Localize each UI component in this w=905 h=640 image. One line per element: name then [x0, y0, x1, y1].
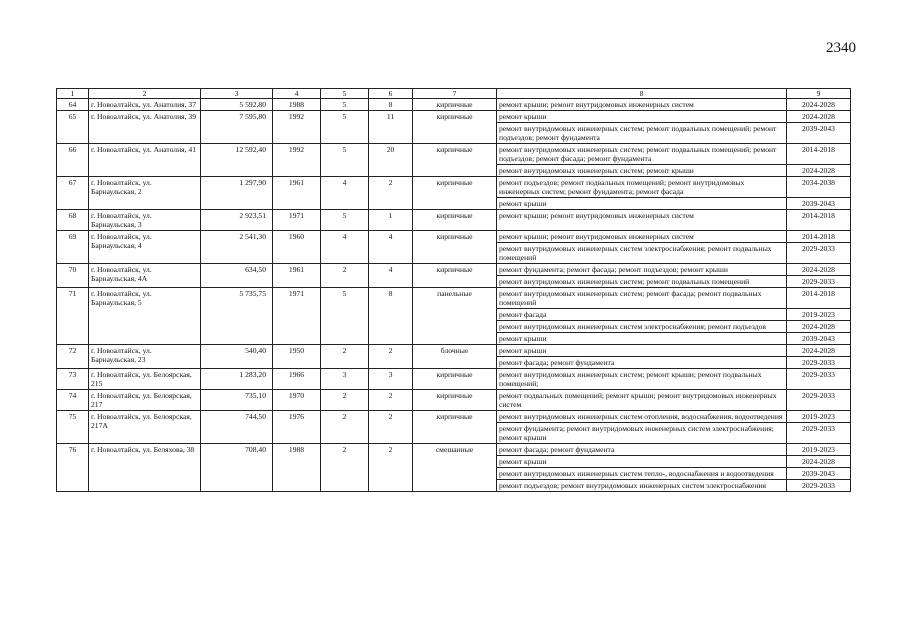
period-cell: 2029-2033 [787, 357, 851, 369]
table-row [57, 99, 851, 111]
wall-material-cell: кирпичные [413, 369, 497, 390]
address-cell: г. Новоалтайск, ул. Анатолия, 39 [89, 111, 201, 144]
year-cell: 1966 [273, 369, 321, 390]
entrances-cell: 2 [369, 390, 413, 411]
table-row [57, 411, 851, 423]
table-row [57, 444, 851, 456]
entrances-cell: 4 [369, 264, 413, 288]
area-cell: 540,40 [201, 345, 273, 369]
year-cell: 1960 [273, 231, 321, 264]
entrances-cell: 2 [369, 444, 413, 492]
period-cell: 2024-2028 [787, 165, 851, 177]
period-cell: 2039-2043 [787, 198, 851, 210]
row-number: 68 [57, 210, 89, 231]
year-cell: 1976 [273, 411, 321, 444]
entrances-cell: 3 [369, 369, 413, 390]
address-cell: г. Новоалтайск, ул. Барнаульская, 23 [89, 345, 201, 369]
work-type-cell: ремонт подвальных помещений; ремонт крыши; ремонт внутридомовых инженерных систем [497, 390, 787, 411]
work-type-cell: ремонт крыши; ремонт внутридомовых инженерных систем [497, 231, 787, 243]
period-cell: 2029-2033 [787, 423, 851, 444]
period-cell: 2039-2043 [787, 123, 851, 144]
work-type-cell: ремонт фундамента; ремонт внутридомовых инженерных систем электроснабжения; ремонт крыши [497, 423, 787, 444]
row-number: 65 [57, 111, 89, 144]
wall-material-cell: кирпичные [413, 111, 497, 144]
work-type-cell: ремонт крыши [497, 345, 787, 357]
period-cell: 2039-2043 [787, 333, 851, 345]
year-cell: 1971 [273, 210, 321, 231]
area-cell: 1 283,20 [201, 369, 273, 390]
work-type-cell: ремонт крыши [497, 333, 787, 345]
work-type-cell: ремонт внутридомовых инженерных систем; ремонт крыши [497, 165, 787, 177]
work-type-cell: ремонт фасада; ремонт фундамента [497, 357, 787, 369]
work-type-cell: ремонт внутридомовых инженерных систем; ремонт подвальных помещений [497, 276, 787, 288]
row-number: 72 [57, 345, 89, 369]
table-row [57, 231, 851, 243]
table-row [57, 144, 851, 165]
entrances-cell: 20 [369, 144, 413, 177]
work-type-cell: ремонт крыши; ремонт внутридомовых инженерных систем [497, 99, 787, 111]
address-cell: г. Новоалтайск, ул. Барнаульская, 4 [89, 231, 201, 264]
work-type-cell: ремонт крыши [497, 198, 787, 210]
period-cell: 2024-2028 [787, 345, 851, 357]
work-type-cell: ремонт внутридомовых инженерных систем отопления, водоснабжения, водоотведения [497, 411, 787, 423]
year-cell: 1992 [273, 111, 321, 144]
row-number: 74 [57, 390, 89, 411]
floors-cell: 2 [321, 444, 369, 492]
work-type-cell: ремонт внутридомовых инженерных систем; ремонт подвальных помещений; ремонт подъездов; ремонт фасада; ремонт фундамента [497, 144, 787, 165]
table-row [57, 177, 851, 198]
entrances-cell: 1 [369, 210, 413, 231]
address-cell: г. Новоалтайск, ул. Барнаульская, 3 [89, 210, 201, 231]
wall-material-cell: кирпичные [413, 390, 497, 411]
period-cell: 2014-2018 [787, 288, 851, 309]
year-cell: 1992 [273, 144, 321, 177]
period-cell: 2029-2033 [787, 369, 851, 390]
period-cell: 2019-2023 [787, 411, 851, 423]
period-cell: 2019-2023 [787, 444, 851, 456]
column-header-5: 5 [321, 89, 369, 99]
table-row [57, 345, 851, 357]
area-cell: 12 592,40 [201, 144, 273, 177]
work-type-cell: ремонт внутридомовых инженерных систем; ремонт подвальных помещений; ремонт подъездов; ремонт фундамента [497, 123, 787, 144]
page-number: 2340 [826, 40, 856, 56]
period-cell: 2029-2033 [787, 276, 851, 288]
address-cell: г. Новоалтайск, ул. Белоярская, 215 [89, 369, 201, 390]
floors-cell: 3 [321, 369, 369, 390]
address-cell: г. Новоалтайск, ул. Беляхова, 38 [89, 444, 201, 492]
period-cell: 2014-2018 [787, 210, 851, 231]
row-number: 64 [57, 99, 89, 111]
period-cell: 2039-2043 [787, 468, 851, 480]
period-cell: 2029-2033 [787, 480, 851, 492]
period-cell: 2024-2028 [787, 456, 851, 468]
floors-cell: 2 [321, 345, 369, 369]
column-header-1: 1 [57, 89, 89, 99]
year-cell: 1961 [273, 177, 321, 210]
area-cell: 5 735,75 [201, 288, 273, 345]
year-cell: 1988 [273, 444, 321, 492]
area-cell: 5 592,80 [201, 99, 273, 111]
table-row [57, 210, 851, 231]
entrances-cell: 2 [369, 411, 413, 444]
table-row [57, 264, 851, 276]
wall-material-cell: кирпичные [413, 144, 497, 177]
address-cell: г. Новоалтайск, ул. Барнаульская, 4А [89, 264, 201, 288]
wall-material-cell: блочные [413, 345, 497, 369]
area-cell: 634,50 [201, 264, 273, 288]
row-number: 66 [57, 144, 89, 177]
floors-cell: 2 [321, 390, 369, 411]
table-row [57, 111, 851, 123]
table-row [57, 288, 851, 309]
entrances-cell: 4 [369, 231, 413, 264]
column-header-2: 2 [89, 89, 201, 99]
row-number: 67 [57, 177, 89, 210]
column-header-6: 6 [369, 89, 413, 99]
year-cell: 1961 [273, 264, 321, 288]
address-cell: г. Новоалтайск, ул. Анатолия, 41 [89, 144, 201, 177]
area-cell: 735,10 [201, 390, 273, 411]
period-cell: 2024-2028 [787, 264, 851, 276]
period-cell: 2034-2038 [787, 177, 851, 198]
address-cell: г. Новоалтайск, ул. Барнаульская, 2 [89, 177, 201, 210]
row-number: 76 [57, 444, 89, 492]
work-type-cell: ремонт внутридомовых инженерных систем электроснабжения; ремонт подвальных помещений [497, 243, 787, 264]
work-type-cell: ремонт внутридомовых инженерных систем; ремонт фасада; ремонт подвальных помещений [497, 288, 787, 309]
wall-material-cell: кирпичные [413, 231, 497, 264]
floors-cell: 2 [321, 264, 369, 288]
area-cell: 2 923,51 [201, 210, 273, 231]
area-cell: 7 595,80 [201, 111, 273, 144]
address-cell: г. Новоалтайск, ул. Белоярская, 217А [89, 411, 201, 444]
wall-material-cell: панельные [413, 288, 497, 345]
wall-material-cell: кирпичные [413, 210, 497, 231]
work-type-cell: ремонт внутридомовых инженерных систем; ремонт крыши; ремонт подвальных помещений; [497, 369, 787, 390]
row-number: 69 [57, 231, 89, 264]
address-cell: г. Новоалтайск, ул. Анатолия, 37 [89, 99, 201, 111]
work-type-cell: ремонт фасада; ремонт фундамента [497, 444, 787, 456]
table-header-row [57, 89, 851, 99]
floors-cell: 4 [321, 231, 369, 264]
floors-cell: 5 [321, 288, 369, 345]
area-cell: 1 297,90 [201, 177, 273, 210]
repair-program-table [56, 88, 851, 492]
area-cell: 2 541,30 [201, 231, 273, 264]
work-type-cell: ремонт фасада [497, 309, 787, 321]
entrances-cell: 8 [369, 99, 413, 111]
area-cell: 744,50 [201, 411, 273, 444]
period-cell: 2024-2028 [787, 321, 851, 333]
work-type-cell: ремонт фундамента; ремонт фасада; ремонт подъездов; ремонт крыши [497, 264, 787, 276]
work-type-cell: ремонт крыши [497, 111, 787, 123]
period-cell: 2014-2018 [787, 231, 851, 243]
period-cell: 2024-2028 [787, 111, 851, 123]
row-number: 75 [57, 411, 89, 444]
entrances-cell: 11 [369, 111, 413, 144]
period-cell: 2024-2028 [787, 99, 851, 111]
work-type-cell: ремонт крыши [497, 456, 787, 468]
period-cell: 2019-2023 [787, 309, 851, 321]
work-type-cell: ремонт подъездов; ремонт внутридомовых инженерных систем электроснабжения [497, 480, 787, 492]
work-type-cell: ремонт внутридомовых инженерных систем тепло-, водоснабжения и водоотведения [497, 468, 787, 480]
work-type-cell: ремонт подъездов; ремонт подвальных помещений; ремонт внутридомовых инженерных систем; ремонт фундамента; ремонт фасада [497, 177, 787, 198]
address-cell: г. Новоалтайск, ул. Белоярская, 217 [89, 390, 201, 411]
floors-cell: 2 [321, 411, 369, 444]
address-cell: г. Новоалтайск, ул. Барнаульская, 5 [89, 288, 201, 345]
entrances-cell: 2 [369, 345, 413, 369]
column-header-3: 3 [201, 89, 273, 99]
wall-material-cell: смешанные [413, 444, 497, 492]
period-cell: 2014-2018 [787, 144, 851, 165]
period-cell: 2029-2033 [787, 390, 851, 411]
period-cell: 2029-2033 [787, 243, 851, 264]
column-header-8: 8 [497, 89, 787, 99]
year-cell: 1950 [273, 345, 321, 369]
row-number: 70 [57, 264, 89, 288]
year-cell: 1971 [273, 288, 321, 345]
row-number: 71 [57, 288, 89, 345]
column-header-9: 9 [787, 89, 851, 99]
entrances-cell: 8 [369, 288, 413, 345]
floors-cell: 5 [321, 99, 369, 111]
table-row [57, 369, 851, 390]
entrances-cell: 2 [369, 177, 413, 210]
floors-cell: 5 [321, 144, 369, 177]
wall-material-cell: кирпичные [413, 99, 497, 111]
year-cell: 1970 [273, 390, 321, 411]
area-cell: 708,40 [201, 444, 273, 492]
wall-material-cell: кирпичные [413, 177, 497, 210]
table-row [57, 390, 851, 411]
work-type-cell: ремонт внутридомовых инженерных систем электроснабжения; ремонт подъездов [497, 321, 787, 333]
floors-cell: 5 [321, 111, 369, 144]
wall-material-cell: кирпичные [413, 411, 497, 444]
column-header-7: 7 [413, 89, 497, 99]
wall-material-cell: кирпичные [413, 264, 497, 288]
work-type-cell: ремонт крыши; ремонт внутридомовых инженерных систем [497, 210, 787, 231]
floors-cell: 4 [321, 177, 369, 210]
row-number: 73 [57, 369, 89, 390]
year-cell: 1988 [273, 99, 321, 111]
column-header-4: 4 [273, 89, 321, 99]
floors-cell: 5 [321, 210, 369, 231]
